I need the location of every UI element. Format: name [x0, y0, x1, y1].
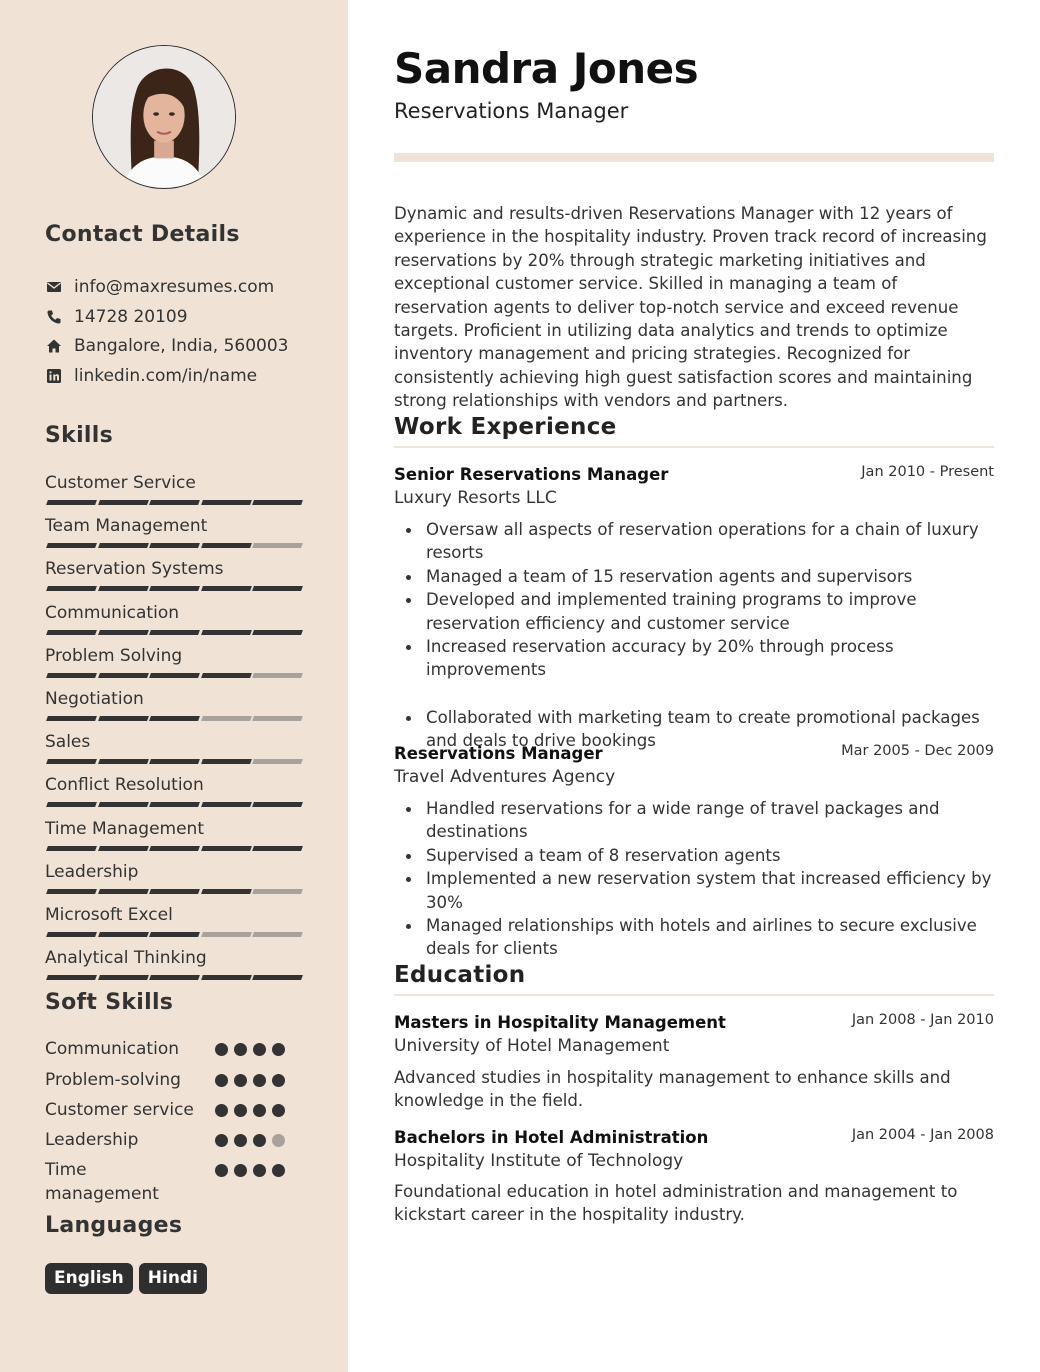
soft-skill-rating: [215, 1104, 295, 1117]
skill-name: Customer Service: [45, 473, 196, 493]
skill-rating-segment: [149, 716, 200, 721]
soft-skill-name: Communication: [45, 1039, 179, 1059]
skill-rating-segment: [98, 932, 149, 937]
skill-rating-segment: [201, 543, 252, 548]
phone-icon: [45, 308, 63, 326]
soft-skill-rating-dot: [234, 1043, 247, 1056]
skill-item: [45, 948, 301, 968]
soft-skill-rating-dot: [234, 1104, 247, 1117]
education-dates: Jan 2004 - Jan 2008: [851, 1127, 994, 1143]
skill-rating-segment: [46, 932, 97, 937]
soft-skill-name: Time management: [45, 1160, 159, 1204]
education-degree: Masters in Hospitality Management: [394, 1013, 726, 1032]
work-experience-heading: Work Experience: [394, 414, 994, 448]
skill-item: [45, 862, 301, 882]
profile-summary: Dynamic and results-driven Reservations Manager with 12 years of experience in the hospitality industry. Proven track record of increasing reservations by 20% through strategic marketing initiatives and exceptional customer service. Skilled in managing a team of reservation agents to deliver top-notch service and exceed revenue targets. Proficient in utilizing data analytics and trends to optimize inventory management and pricing strategies. Recognized for consistently achieving high guest satisfaction scores and maintaining strong relationships with vendors and partners.: [394, 204, 987, 411]
education-school: University of Hotel Management: [394, 1036, 670, 1056]
skill-rating-segment: [149, 543, 200, 548]
skill-rating-segment: [46, 586, 97, 591]
contact-address: [45, 335, 289, 357]
education-heading: Education: [394, 962, 994, 996]
skill-rating-segment: [46, 846, 97, 851]
job-title: Reservations Manager: [394, 744, 603, 763]
skill-item: [45, 732, 301, 752]
skill-rating-segment: [149, 759, 200, 764]
skill-rating-segment: [98, 716, 149, 721]
skill-rating-segment: [98, 586, 149, 591]
job-bullet: Supervised a team of 8 reservation agents: [426, 844, 996, 867]
skill-name: Analytical Thinking: [45, 948, 207, 968]
skill-rating-segment: [149, 802, 200, 807]
job-company: Travel Adventures Agency: [394, 767, 616, 787]
skill-rating: [45, 673, 301, 678]
skill-rating: [45, 975, 301, 980]
job-title: Senior Reservations Manager: [394, 465, 669, 484]
skill-rating-segment: [46, 630, 97, 635]
soft-skill-rating-dot: [215, 1164, 228, 1177]
education-dates: Jan 2008 - Jan 2010: [851, 1012, 994, 1028]
sidebar: [0, 0, 348, 1372]
job-bullet: Developed and implemented training programs to improve reservation efficiency and customer service: [426, 588, 996, 635]
skill-rating-segment: [46, 802, 97, 807]
soft-skill-rating-dot: [272, 1104, 285, 1117]
job-company: Luxury Resorts LLC: [394, 488, 557, 508]
soft-skill-rating-dot: [215, 1043, 228, 1056]
skill-rating-segment: [98, 759, 149, 764]
skill-rating-segment: [98, 802, 149, 807]
language-badge: Hindi: [139, 1263, 207, 1294]
soft-skill-name: Leadership: [45, 1130, 139, 1150]
soft-skill-name: Problem-solving: [45, 1070, 181, 1090]
skill-rating-segment: [252, 975, 303, 980]
soft-skill-rating-dot: [234, 1074, 247, 1087]
soft-skill-rating-dot: [215, 1134, 228, 1147]
skill-rating-segment: [252, 716, 303, 721]
skill-rating-segment: [252, 932, 303, 937]
soft-skill-rating-dot: [272, 1043, 285, 1056]
skill-item: [45, 516, 301, 536]
soft-skill-rating-dot: [253, 1074, 266, 1087]
skill-rating-segment: [201, 716, 252, 721]
soft-skill-rating-dot: [253, 1043, 266, 1056]
envelope-icon: [45, 278, 63, 296]
soft-skill-rating-dot: [215, 1074, 228, 1087]
contact-email[interactable]: [45, 276, 274, 298]
skill-item: [45, 905, 301, 925]
skill-rating-segment: [252, 630, 303, 635]
language-badge: English: [45, 1263, 133, 1294]
candidate-title: Reservations Manager: [394, 99, 629, 123]
skill-rating-segment: [252, 543, 303, 548]
job-dates: Jan 2010 - Present: [861, 464, 994, 480]
skill-name: Sales: [45, 732, 91, 752]
contact-linkedin[interactable]: [45, 365, 257, 387]
languages-heading: Languages: [45, 1213, 183, 1238]
profile-photo: [92, 45, 236, 189]
education-description: Foundational education in hotel administration and management to kickstart career in the hospitality industry.: [394, 1182, 958, 1225]
job-bullet: Implemented a new reservation system that increased efficiency by 30%: [426, 867, 996, 914]
soft-skill-rating-dot: [234, 1134, 247, 1147]
skill-rating-segment: [98, 889, 149, 894]
skill-rating-segment: [98, 630, 149, 635]
skill-rating: [45, 889, 301, 894]
skill-rating-segment: [252, 802, 303, 807]
job-bullet: Managed relationships with hotels and airlines to secure exclusive deals for clients: [426, 914, 996, 961]
skill-rating-segment: [46, 975, 97, 980]
skill-rating-segment: [149, 889, 200, 894]
skill-rating-segment: [149, 500, 200, 505]
soft-skill-item: [45, 1158, 295, 1206]
job-bullets: [426, 518, 996, 753]
soft-skill-item: [45, 1098, 295, 1122]
skill-item: [45, 603, 301, 623]
job-bullet: Managed a team of 15 reservation agents and supervisors: [426, 565, 996, 588]
candidate-name: Sandra Jones: [394, 44, 699, 93]
skill-rating-segment: [252, 759, 303, 764]
soft-skill-item: [45, 1037, 295, 1061]
skill-rating-segment: [46, 673, 97, 678]
job-bullet: Oversaw all aspects of reservation operations for a chain of luxury resorts: [426, 518, 996, 565]
skills-heading: Skills: [45, 423, 113, 448]
skill-name: Communication: [45, 603, 179, 623]
skill-rating: [45, 716, 301, 721]
education-degree: Bachelors in Hotel Administration: [394, 1128, 709, 1147]
contact-phone-text: 14728 20109: [74, 307, 188, 327]
contact-address-text: Bangalore, India, 560003: [74, 336, 289, 356]
skill-name: Problem Solving: [45, 646, 183, 666]
skill-rating-segment: [201, 630, 252, 635]
soft-skill-item: [45, 1128, 295, 1152]
soft-skill-rating-dot: [215, 1104, 228, 1117]
skill-rating-segment: [201, 500, 252, 505]
skill-item: [45, 689, 301, 709]
skill-rating-segment: [201, 673, 252, 678]
skill-item: [45, 775, 301, 795]
skill-rating-segment: [98, 673, 149, 678]
soft-skill-rating-dot: [253, 1134, 266, 1147]
skill-rating-segment: [201, 759, 252, 764]
soft-skills-heading: Soft Skills: [45, 990, 174, 1015]
skill-rating: [45, 543, 301, 548]
skill-rating-segment: [98, 975, 149, 980]
contact-email-text: info@maxresumes.com: [74, 277, 275, 297]
skill-name: Conflict Resolution: [45, 775, 204, 795]
soft-skill-item: [45, 1068, 295, 1092]
education-school: Hospitality Institute of Technology: [394, 1151, 684, 1171]
skill-rating-segment: [201, 889, 252, 894]
soft-skill-rating-dot: [272, 1134, 285, 1147]
skill-rating-segment: [252, 673, 303, 678]
soft-skill-rating: [215, 1164, 295, 1177]
soft-skill-rating: [215, 1074, 295, 1087]
linkedin-icon: [45, 367, 63, 385]
skill-name: Microsoft Excel: [45, 905, 173, 925]
header-divider: [394, 153, 994, 162]
soft-skill-rating: [215, 1134, 295, 1147]
skill-rating-segment: [201, 802, 252, 807]
soft-skill-rating: [215, 1043, 295, 1056]
skill-rating-segment: [201, 975, 252, 980]
skill-rating-segment: [98, 500, 149, 505]
skill-name: Team Management: [45, 516, 208, 536]
skill-item: [45, 473, 301, 493]
skill-rating-segment: [149, 586, 200, 591]
skill-rating-segment: [201, 932, 252, 937]
skill-rating: [45, 802, 301, 807]
skill-rating-segment: [201, 846, 252, 851]
skill-item: [45, 819, 301, 839]
skill-name: Time Management: [45, 819, 204, 839]
skill-rating-segment: [149, 630, 200, 635]
soft-skill-rating-dot: [253, 1164, 266, 1177]
job-bullets: [426, 797, 996, 961]
skill-rating: [45, 932, 301, 937]
skill-item: [45, 646, 301, 666]
skill-rating-segment: [46, 716, 97, 721]
skill-rating: [45, 846, 301, 851]
job-bullet: Handled reservations for a wide range of travel packages and destinations: [426, 797, 996, 844]
job-dates: Mar 2005 - Dec 2009: [841, 743, 994, 759]
soft-skill-rating-dot: [234, 1164, 247, 1177]
soft-skill-rating-dot: [253, 1104, 266, 1117]
skill-rating-segment: [46, 759, 97, 764]
skill-rating-segment: [252, 586, 303, 591]
contact-heading: Contact Details: [45, 222, 240, 247]
job-bullet: Increased reservation accuracy by 20% through process improvements: [426, 635, 996, 682]
skill-rating: [45, 500, 301, 505]
skill-rating-segment: [98, 543, 149, 548]
languages-list: [45, 1263, 207, 1294]
soft-skill-name: Customer service: [45, 1100, 194, 1120]
skill-rating-segment: [98, 846, 149, 851]
contact-phone[interactable]: [45, 306, 188, 328]
skill-name: Negotiation: [45, 689, 144, 709]
education-description: Advanced studies in hospitality management to enhance skills and knowledge in the field.: [394, 1068, 951, 1111]
soft-skill-rating-dot: [272, 1074, 285, 1087]
job-bullet: Collaborated with marketing team to create promotional packages and deals to drive bookings: [426, 706, 996, 753]
skill-name: Reservation Systems: [45, 559, 224, 579]
skill-rating-segment: [46, 543, 97, 548]
skill-rating-segment: [149, 932, 200, 937]
skill-rating-segment: [252, 846, 303, 851]
skill-rating: [45, 759, 301, 764]
skill-rating-segment: [201, 586, 252, 591]
skill-rating: [45, 630, 301, 635]
skill-rating-segment: [149, 846, 200, 851]
skill-name: Leadership: [45, 862, 139, 882]
skill-rating: [45, 586, 301, 591]
skill-rating-segment: [149, 673, 200, 678]
skill-rating-segment: [252, 500, 303, 505]
skill-rating-segment: [252, 889, 303, 894]
skill-rating-segment: [46, 889, 97, 894]
skill-rating-segment: [46, 500, 97, 505]
skill-item: [45, 559, 301, 579]
soft-skill-rating-dot: [272, 1164, 285, 1177]
profile-photo-illustration: [93, 46, 235, 188]
home-icon: [45, 337, 63, 355]
skill-rating-segment: [149, 975, 200, 980]
contact-linkedin-text: linkedin.com/in/name: [74, 366, 258, 386]
